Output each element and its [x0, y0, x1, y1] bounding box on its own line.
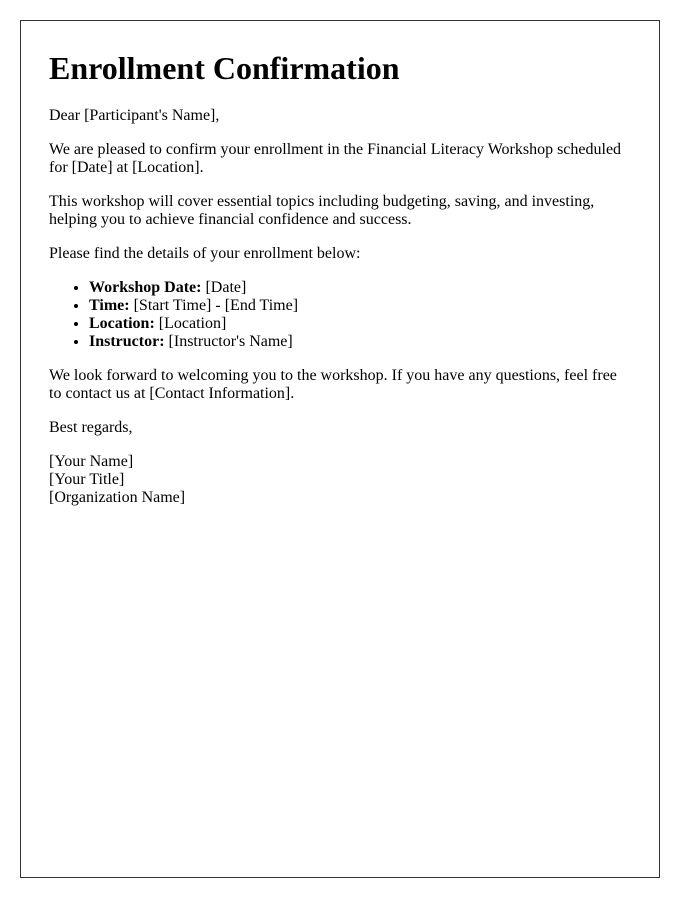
- detail-label: Time:: [89, 297, 130, 314]
- signature-block: [49, 453, 631, 507]
- signature-title: [Your Title]: [49, 471, 125, 488]
- signature-name: [Your Name]: [49, 453, 134, 470]
- detail-item-location: [89, 315, 631, 333]
- detail-item-instructor: [89, 333, 631, 351]
- sign-off: Best regards,: [49, 419, 133, 436]
- signature-organization: [Organization Name]: [49, 489, 186, 506]
- topics-paragraph: This workshop will cover essential topics including budgeting, saving, and investing, helping you to achieve financial confidence and success.: [49, 193, 595, 228]
- detail-item-time: [89, 297, 631, 315]
- confirmation-paragraph: We are pleased to confirm your enrollment in the Financial Literacy Workshop scheduled for [Date] at [Location].: [49, 141, 622, 176]
- details-intro: Please find the details of your enrollment below:: [49, 245, 361, 262]
- detail-item-date: [89, 279, 631, 297]
- letter-page: [20, 20, 660, 878]
- letter-title: Enrollment Confirmation: [49, 50, 400, 86]
- detail-value: [Start Time] - [End Time]: [129, 297, 299, 314]
- closing-paragraph: We look forward to welcoming you to the workshop. If you have any questions, feel free to contact us at [Contact Information].: [49, 367, 617, 402]
- detail-label: Instructor:: [89, 333, 165, 350]
- details-list: [49, 279, 631, 351]
- detail-value: [Date]: [201, 279, 247, 296]
- greeting: Dear [Participant's Name],: [49, 107, 220, 124]
- detail-label: Workshop Date:: [89, 279, 202, 296]
- detail-value: [Instructor's Name]: [164, 333, 293, 350]
- detail-label: Location:: [89, 315, 155, 332]
- detail-value: [Location]: [154, 315, 227, 332]
